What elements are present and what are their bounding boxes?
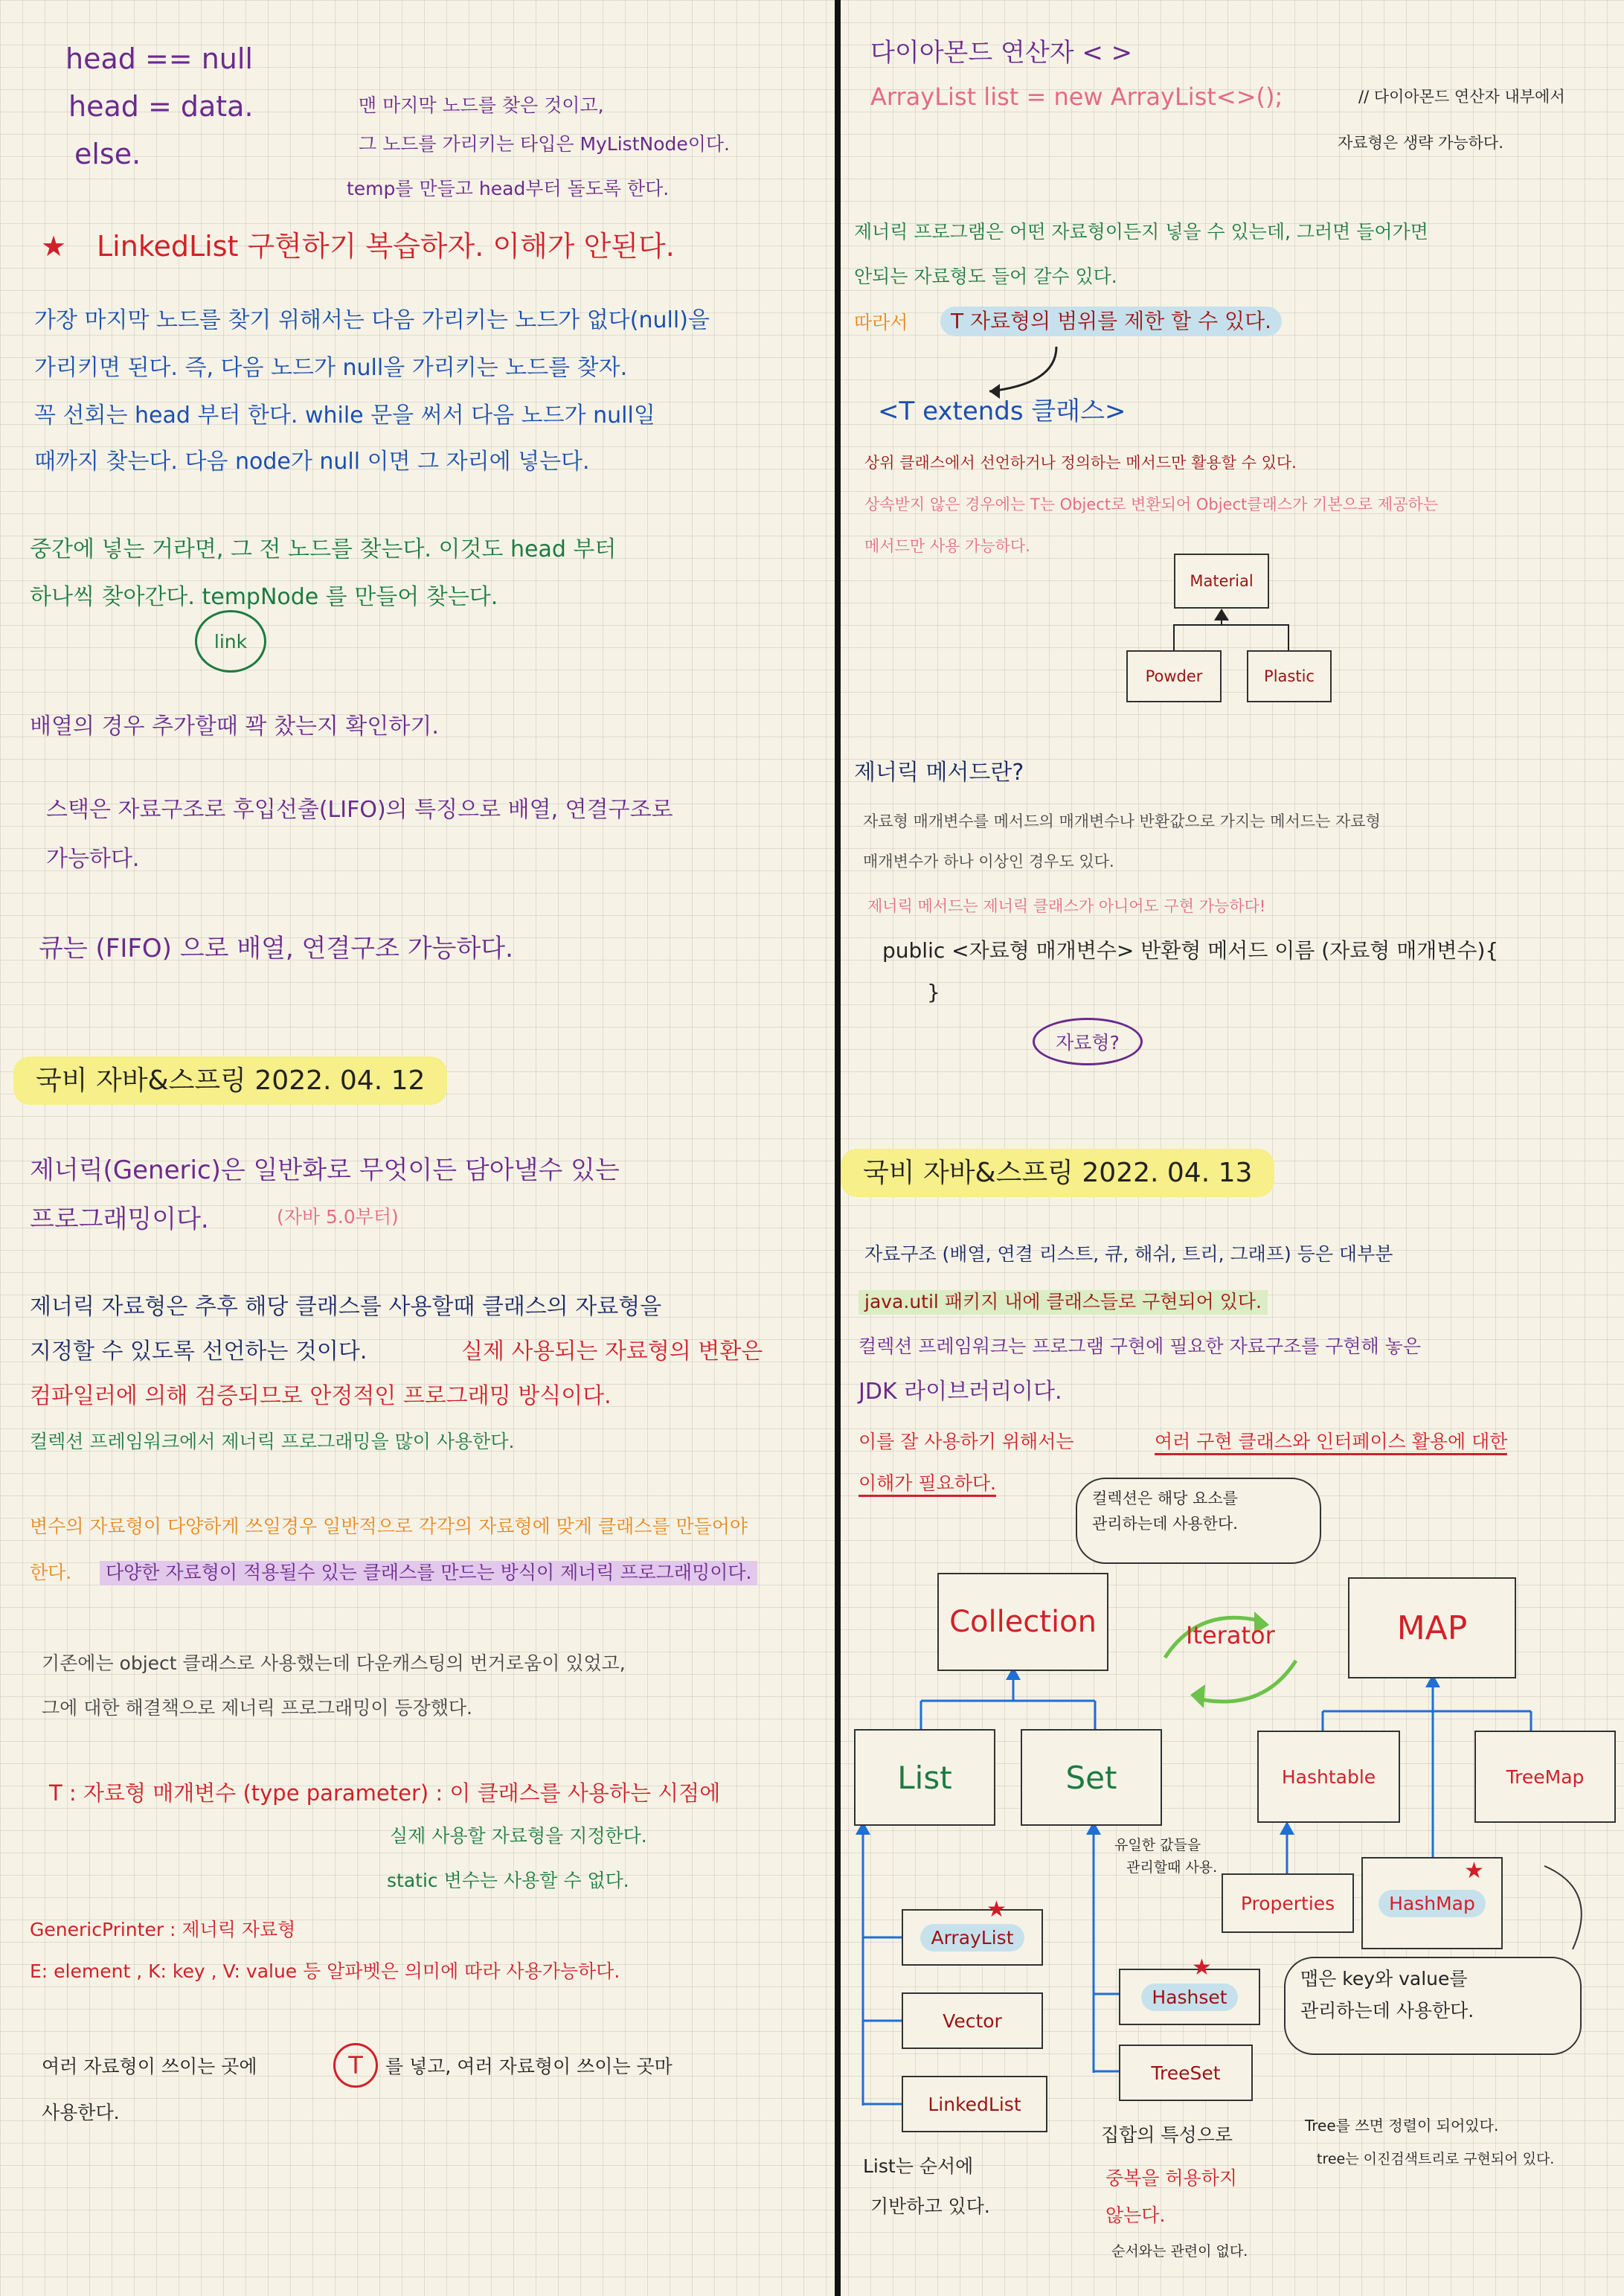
bubble-top-2: 관리하는데 사용한다. (1092, 1515, 1238, 1533)
type-question-label: 자료형? (1056, 1032, 1120, 1054)
generic-printer: GenericPrinter : 제너릭 자료형 (30, 1919, 296, 1940)
arraylist-star-icon: ★ (986, 1896, 1007, 1923)
t-circle (333, 2043, 378, 2088)
vector-box (902, 1992, 1043, 2049)
variable-note-2: 한다. (30, 1562, 72, 1583)
linkedlist-box (902, 2076, 1047, 2132)
hashtable-box (1257, 1731, 1400, 1823)
set-note2-1: 집합의 특성으로 (1101, 2124, 1233, 2146)
variable-highlight: 다양한 자료형이 적용될수 있는 클래스를 만드는 방식이 제너릭 프로그래밍이다. (100, 1561, 757, 1585)
extends-note2-1: 상속받지 않은 경우에는 T는 Object로 변환되어 Object클래스가 기본으로 제공하는 (864, 496, 1439, 513)
cf-red-c: 이해가 필요하다. (858, 1473, 996, 1497)
collection-framework-note: 컬렉션 프레임워크에서 제너릭 프로그래밍을 많이 사용한다. (30, 1431, 515, 1452)
diamond-code: ArrayList list = new ArrayList<>(); (870, 83, 1283, 111)
arraylist-label: ArrayList (920, 1924, 1024, 1952)
hashset-star-icon: ★ (1192, 1955, 1212, 1981)
set-note-2: 관리할때 사용. (1126, 1859, 1218, 1876)
generic-type-2: 지정할 수 있도록 선언하는 것이다. (30, 1338, 368, 1365)
code-line-3: else. (74, 138, 141, 170)
set-note2-2: 중복을 허용하지 (1105, 2167, 1237, 2189)
cf-para-2: JDK 라이브러리이다. (858, 1379, 1062, 1405)
generic-def-1: 제너릭(Generic)은 일반화로 무엇이든 담아낼수 있는 (30, 1155, 620, 1185)
properties-label: Properties (1240, 1892, 1335, 1914)
collection-box (937, 1573, 1108, 1671)
map-box (1348, 1577, 1516, 1678)
cf-red-a: 이를 잘 사용하기 위해서는 (858, 1431, 1074, 1452)
bubble-top-1: 컬렉션은 해당 요소를 (1092, 1489, 1238, 1507)
list-box (854, 1729, 995, 1826)
generic-type-red-2: 컴파일러에 의해 검증되므로 안정적인 프로그래밍 방식이다. (30, 1383, 612, 1409)
middle-insert-line-1: 중간에 넣는 거라면, 그 전 노드를 찾는다. 이것도 head 부터 (30, 536, 617, 562)
t-circle-label: T (348, 2051, 363, 2079)
hashtable-label: Hashtable (1281, 1766, 1376, 1788)
generic-method-sig-1: public <자료형 매개변수> 반환형 메서드 이름 (자료형 매개변수){ (882, 938, 1499, 963)
list-note-1: List는 순서에 (863, 2155, 974, 2177)
code-line-1: head == null (65, 42, 253, 75)
set-note2-3: 않는다. (1105, 2204, 1166, 2226)
extends-title: <T extends 클래스> (878, 397, 1126, 426)
list-note-2: 기반하고 있다. (870, 2196, 990, 2217)
map-bubble-1: 맵은 key와 value를 (1300, 1968, 1468, 1989)
arraylist-box (902, 1909, 1043, 1966)
generic-limit-2: 안되는 자료형도 들어 갈수 있다. (854, 266, 1117, 287)
review-note: LinkedList 구현하기 복습하자. 이해가 안된다. (97, 230, 675, 263)
diamond-title: 다이아몬드 연산자 < > (870, 38, 1133, 68)
treeset-label: TreeSet (1151, 2062, 1221, 2084)
list-label: List (897, 1759, 952, 1796)
right-page (841, 0, 1624, 2296)
set-box (1021, 1729, 1162, 1826)
hashset-box (1119, 1969, 1260, 2025)
therefore: 따라서 (854, 312, 908, 333)
middle-insert-line-2: 하나씩 찾아간다. tempNode 를 만들어 찾는다. (30, 584, 498, 610)
set-label: Set (1065, 1759, 1117, 1796)
uml-material-label: Material (1190, 572, 1254, 590)
stack-note-1: 스택은 자료구조로 후입선출(LIFO)의 특징으로 배열, 연결구조로 (46, 797, 673, 823)
extends-note: 상위 클래스에서 선언하거나 정의하는 메서드만 활용할 수 있다. (864, 454, 1297, 472)
notebook-spine (835, 0, 841, 2296)
date-header-0412: 국비 자바&스프링 2022. 04. 12 (13, 1056, 447, 1105)
treemap-box (1474, 1731, 1616, 1823)
treemap-label: TreeMap (1506, 1766, 1585, 1788)
diamond-comment-1: // 다이아몬드 연산자 내부에서 (1358, 88, 1565, 106)
link-label: link (214, 630, 248, 652)
last-node-line-2: 가리키면 된다. 즉, 다음 노드가 null을 가리키는 노드를 찾자. (34, 355, 628, 381)
object-note-2: 그에 대한 해결책으로 제너릭 프로그래밍이 등장했다. (42, 1697, 472, 1719)
hashmap-label: HashMap (1379, 1890, 1486, 1917)
set-note3: 순서와는 관련이 없다. (1111, 2243, 1248, 2260)
iterator-label: Iterator (1186, 1621, 1275, 1649)
map-bubble (1284, 1957, 1582, 2055)
t-def-1: T : 자료형 매개변수 (type parameter) : 이 클래스를 사용하는 시점에 (49, 1780, 721, 1806)
diamond-comment-2: 자료형은 생략 가능하다. (1338, 134, 1503, 152)
uml-plastic-label: Plastic (1264, 667, 1315, 685)
array-note: 배열의 경우 추가할때 꽉 찼는지 확인하기. (30, 714, 439, 740)
last-node-line-1: 가장 마지막 노드를 찾기 위해서는 다음 가리키는 노드가 없다(null)을 (34, 307, 710, 333)
restrict-note: T 자료형의 범위를 제한 할 수 있다. (940, 307, 1282, 336)
collection-label: Collection (949, 1605, 1097, 1639)
generic-type-red-1: 실제 사용되는 자료형의 변환은 (461, 1338, 763, 1365)
generic-method-note-1: 자료형 매개변수를 메서드의 매개변수나 반환값으로 가지는 메서드는 자료형 (863, 812, 1381, 830)
generic-method-title: 제너릭 메서드란? (854, 760, 1024, 786)
cf-para-1: 컬렉션 프레임워크는 프로그램 구현에 필요한 자료구조를 구현해 놓은 (858, 1335, 1421, 1357)
object-note-1: 기존에는 object 클래스로 사용했는데 다운캐스팅의 번거로움이 있었고, (42, 1652, 626, 1674)
last-node-line-3: 꼭 선회는 head 부터 한다. while 문을 써서 다음 노드가 null일 (34, 403, 655, 429)
eku-note: E: element , K: key , V: value 등 알파벳은 의미에 따라 사용가능하다. (30, 1960, 620, 1982)
generic-method-note-2: 매개변수가 하나 이상인 경우도 있다. (863, 853, 1114, 870)
linkedlist-label: LinkedList (928, 2093, 1021, 2115)
code-line-2: head = data. (68, 90, 254, 123)
tree-note-1: Tree를 쓰면 정렬이 되어있다. (1305, 2117, 1499, 2135)
generic-since: (자바 5.0부터) (277, 1206, 399, 1228)
cf-red-b: 여러 구현 클래스와 인터페이스 활용에 대한 (1155, 1431, 1507, 1455)
code-note-2: 그 노드를 가리키는 타입은 MyListNode이다. (359, 133, 730, 155)
hashmap-star-icon: ★ (1464, 1858, 1484, 1884)
uml-powder-label: Powder (1145, 667, 1203, 685)
set-note-1: 유일한 값들을 (1114, 1837, 1201, 1853)
multi-note-2: 를 넣고, 여러 자료형이 쓰이는 곳마 (385, 2056, 673, 2077)
extends-note2-2: 메서드만 사용 가능하다. (864, 537, 1030, 555)
t-def-3: static 변수는 사용할 수 없다. (387, 1870, 629, 1891)
last-node-line-4: 때까지 찾는다. 다음 node가 null 이면 그 자리에 넣는다. (34, 449, 590, 475)
properties-box (1222, 1873, 1354, 1933)
code-note-1: 맨 마지막 노드를 찾은 것이고, (359, 94, 604, 116)
generic-type-1: 제너릭 자료형은 추후 해당 클래스를 사용할때 클래스의 자료형을 (30, 1294, 662, 1320)
generic-limit-1: 제너릭 프로그램은 어떤 자료형이든지 넣을 수 있는데, 그러면 들어가면 (854, 221, 1428, 243)
multi-note-3: 사용한다. (42, 2102, 120, 2123)
queue-note: 큐는 (FIFO) 으로 배열, 연결구조 가능하다. (39, 934, 513, 963)
treeset-box (1119, 2045, 1253, 2101)
link-circle (195, 610, 266, 673)
stack-note-2: 가능하다. (46, 846, 140, 872)
multi-note-1: 여러 자료형이 쓰이는 곳에 (42, 2056, 257, 2077)
vector-label: Vector (943, 2010, 1002, 2032)
generic-method-pink: 제너릭 메서드는 제너릭 클래스가 아니어도 구현 가능하다! (867, 897, 1266, 915)
date-header-0413: 국비 자바&스프링 2022. 04. 13 (841, 1149, 1274, 1197)
ds-para-2: java.util 패키지 내에 클래스들로 구현되어 있다. (858, 1290, 1268, 1315)
map-label: MAP (1396, 1609, 1468, 1647)
map-bubble-2: 관리하는데 사용한다. (1300, 1999, 1474, 2021)
variable-note-1: 변수의 자료형이 다양하게 쓰일경우 일반적으로 각각의 자료형에 맞게 클래스를 만들어야 (30, 1516, 748, 1537)
ds-para-1: 자료구조 (배열, 연결 리스트, 큐, 해쉬, 트리, 그래프) 등은 대부분 (864, 1243, 1393, 1265)
generic-def-2: 프로그래밍이다. (30, 1205, 209, 1234)
tree-note-2: tree는 이진검색트리로 구현되어 있다. (1317, 2151, 1555, 2167)
hashset-label: Hashset (1141, 1984, 1237, 2011)
code-note-3: temp를 만들고 head부터 돌도록 한다. (347, 178, 670, 199)
star-icon: ★ (41, 230, 67, 263)
t-def-2: 실제 사용할 자료형을 지정한다. (390, 1825, 647, 1847)
generic-method-sig-2: } (927, 980, 940, 1004)
